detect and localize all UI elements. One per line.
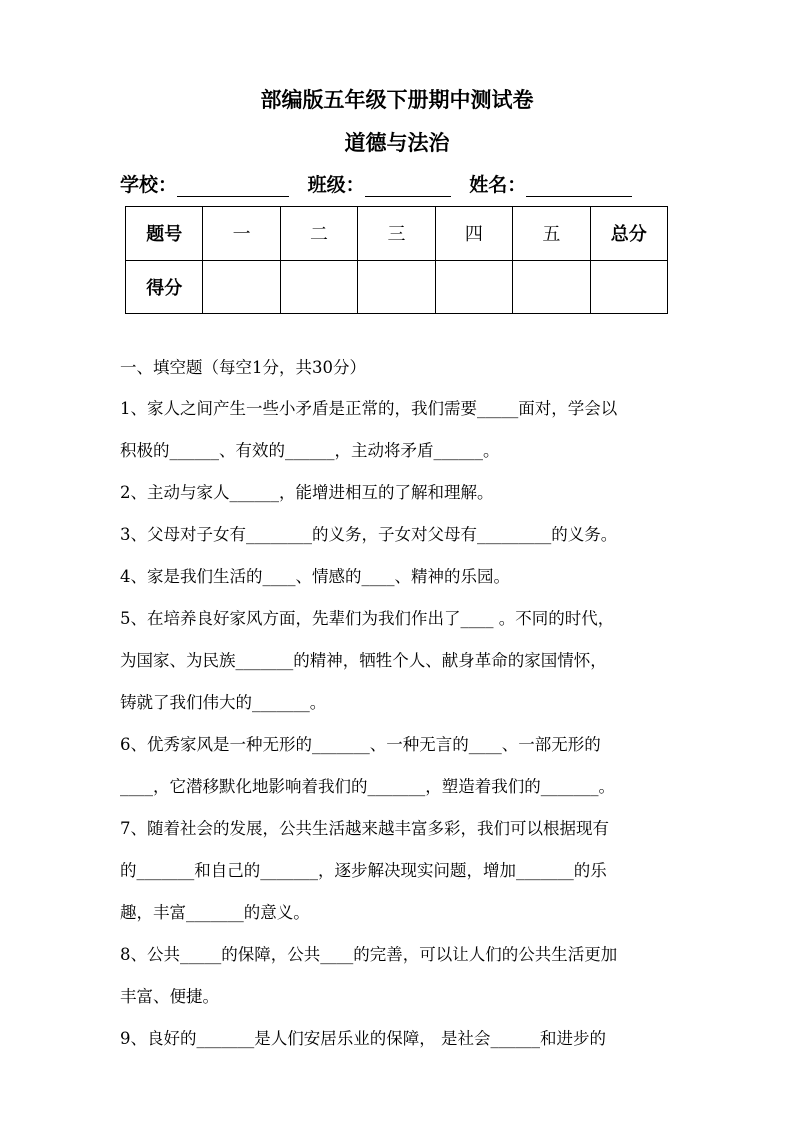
question-line: 6、优秀家风是一种无形的_______、一种无言的____、一部无形的 xyxy=(120,735,601,754)
question-line: 3、父母对子女有________的义务，子女对父母有_________的义务。 xyxy=(120,525,618,544)
header-cell-4: 四 xyxy=(435,207,512,261)
question-line: 7、随着社会的发展，公共生活越来越丰富多彩，我们可以根据现有 xyxy=(120,819,609,838)
student-info-row xyxy=(120,170,644,197)
school-blank[interactable] xyxy=(177,176,289,197)
question-line: 铸就了我们伟大的_______。 xyxy=(120,693,327,712)
score-cell-total[interactable] xyxy=(590,260,667,314)
header-cell-3: 三 xyxy=(358,207,435,261)
header-cell-2: 二 xyxy=(280,207,357,261)
exam-title: 部编版五年级下册期中测试卷 xyxy=(260,88,534,112)
question-line: 9、良好的_______是人们安居乐业的保障， 是社会______和进步的 xyxy=(120,1029,606,1048)
section-heading: 一、填空题（每空1分，共30分） xyxy=(120,358,366,377)
header-cell-question-no: 题号 xyxy=(126,207,203,261)
score-cell-2[interactable] xyxy=(280,260,357,314)
name-blank[interactable] xyxy=(526,176,632,197)
question-line: 8、公共_____的保障，公共____的完善，可以让人们的公共生活更加 xyxy=(120,945,618,964)
header-cell-total: 总分 xyxy=(590,207,667,261)
question-line: ____，它潜移默化地影响着我们的_______，塑造着我们的_______。 xyxy=(120,777,615,796)
header-cell-5: 五 xyxy=(513,207,590,261)
exam-subtitle: 道德与法治 xyxy=(344,131,450,155)
class-blank[interactable] xyxy=(365,176,451,197)
score-cell-3[interactable] xyxy=(358,260,435,314)
name-label: 姓名： xyxy=(469,174,527,196)
score-table-score-row xyxy=(126,260,668,314)
question-line: 的_______和自己的_______，逐步解决现实问题，增加_______的乐 xyxy=(120,861,607,880)
score-table xyxy=(125,206,668,314)
class-label: 班级： xyxy=(307,174,365,196)
question-line: 趣，丰富_______的意义。 xyxy=(120,903,310,922)
score-row-label: 得分 xyxy=(126,260,203,314)
question-line: 为国家、为民族_______的精神，牺牲个人、献身革命的家国情怀， xyxy=(120,651,607,670)
question-line: 丰富、便捷。 xyxy=(120,987,219,1006)
score-cell-4[interactable] xyxy=(435,260,512,314)
header-cell-1: 一 xyxy=(203,207,280,261)
question-line: 1、家人之间产生一些小矛盾是正常的，我们需要_____面对，学会以 xyxy=(120,399,618,418)
question-line: 2、主动与家人______，能增进相互的了解和理解。 xyxy=(120,483,494,502)
question-line: 5、在培养良好家风方面，先辈们为我们作出了____ 。不同的时代， xyxy=(120,609,615,628)
school-label: 学校： xyxy=(120,174,178,196)
score-table-header-row xyxy=(126,207,668,261)
score-cell-1[interactable] xyxy=(203,260,280,314)
score-cell-5[interactable] xyxy=(513,260,590,314)
question-line: 积极的______、有效的______，主动将矛盾______。 xyxy=(120,441,500,460)
question-line: 4、家是我们生活的____、情感的____、精神的乐园。 xyxy=(120,567,510,586)
